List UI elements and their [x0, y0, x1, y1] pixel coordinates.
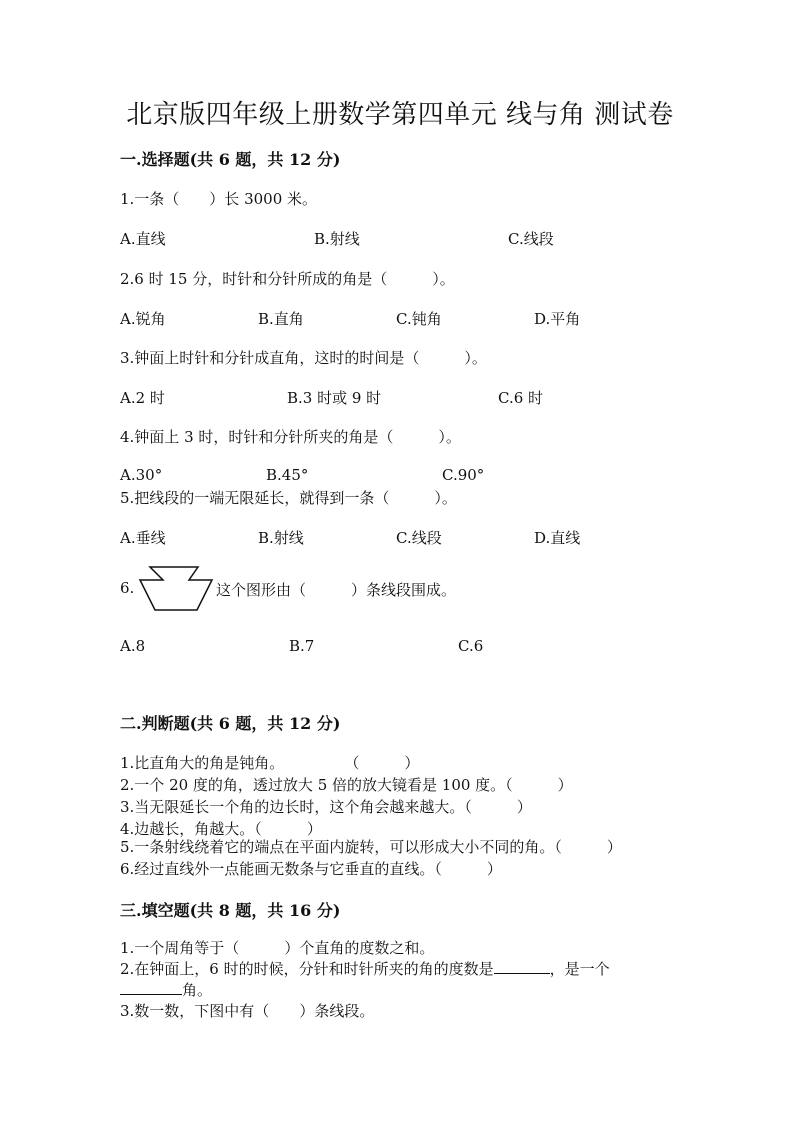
judgement-item-6: 6.经过直线外一点能画无数条与它垂直的直线。（ ） [120, 860, 502, 878]
q1-option-a: A.直线 [120, 230, 166, 248]
fill-item-2-text-a: 2.在钟面上，6 时的时候，分针和时针所夹的角的度数是 [120, 960, 494, 978]
q4-option-b: B.45° [266, 466, 309, 484]
q1-option-c: C.线段 [508, 230, 554, 248]
page-title: 北京版四年级上册数学第四单元 线与角 测试卷 [126, 100, 674, 130]
section-heading-fill: 三.填空题(共 8 题，共 16 分) [120, 901, 341, 920]
q6-option-c: C.6 [458, 637, 484, 655]
judgement-item-1: 1.比直角大的角是钝角。 （ ） [120, 754, 420, 772]
fill-item-3: 3.数一数，下图中有（ ）条线段。 [120, 1002, 375, 1020]
q2-option-d: D.平角 [534, 310, 581, 328]
fill-item-2-text-b: ，是一个 [549, 960, 610, 978]
q6-option-a: A.8 [120, 637, 146, 655]
q2-option-b: B.直角 [258, 310, 304, 328]
fill-item-1: 1.一个周角等于（ ）个直角的度数之和。 [120, 939, 435, 957]
section-heading-choice: 一.选择题(共 6 题，共 12 分) [120, 150, 341, 169]
judgement-item-3: 3.当无限延长一个角的边长时，这个角会越来越大。（ ） [120, 798, 532, 816]
q2-option-a: A.锐角 [120, 310, 166, 328]
question-5: 5.把线段的一端无限延长，就得到一条（ ）。 [120, 489, 457, 507]
question-6: 这个图形由（ ）条线段围成。 [216, 581, 457, 599]
q3-option-a: A.2 时 [120, 389, 165, 407]
fill-item-2-cont [120, 979, 212, 1000]
question-3: 3.钟面上时针和分针成直角，这时的时间是（ ）。 [120, 349, 487, 367]
question-1: 1.一条（ ）长 3000 米。 [120, 190, 318, 208]
fill-blank-1[interactable] [494, 959, 550, 974]
q3-option-c: C.6 时 [498, 389, 544, 407]
q4-option-a: A.30° [120, 466, 163, 484]
section-heading-judgement: 二.判断题(共 6 题，共 12 分) [120, 714, 341, 733]
q6-option-b: B.7 [289, 637, 315, 655]
question-4: 4.钟面上 3 时，时针和分针所夹的角是（ ）。 [120, 428, 461, 446]
question-2: 2.6 时 15 分，时针和分针所成的角是（ ）。 [120, 270, 455, 288]
fill-item-2-text-c: 角。 [182, 981, 213, 999]
q5-option-d: D.直线 [534, 529, 581, 547]
question-6-number: 6. [120, 579, 135, 597]
fill-blank-2[interactable] [120, 980, 182, 995]
q4-option-c: C.90° [442, 466, 485, 484]
q2-option-c: C.钝角 [396, 310, 442, 328]
judgement-item-5: 5.一条射线绕着它的端点在平面内旋转，可以形成大小不同的角。（ ） [120, 838, 622, 856]
fill-item-2 [120, 958, 610, 979]
q3-option-b: B.3 时或 9 时 [287, 389, 382, 407]
polygon-figure [138, 566, 214, 614]
judgement-item-2: 2.一个 20 度的角，透过放大 5 倍的放大镜看是 100 度。（ ） [120, 776, 573, 794]
q5-option-b: B.射线 [258, 529, 304, 547]
judgement-item-4: 4.边越长，角越大。（ ） [120, 820, 322, 838]
q5-option-c: C.线段 [396, 529, 442, 547]
q5-option-a: A.垂线 [120, 529, 166, 547]
q1-option-b: B.射线 [314, 230, 360, 248]
